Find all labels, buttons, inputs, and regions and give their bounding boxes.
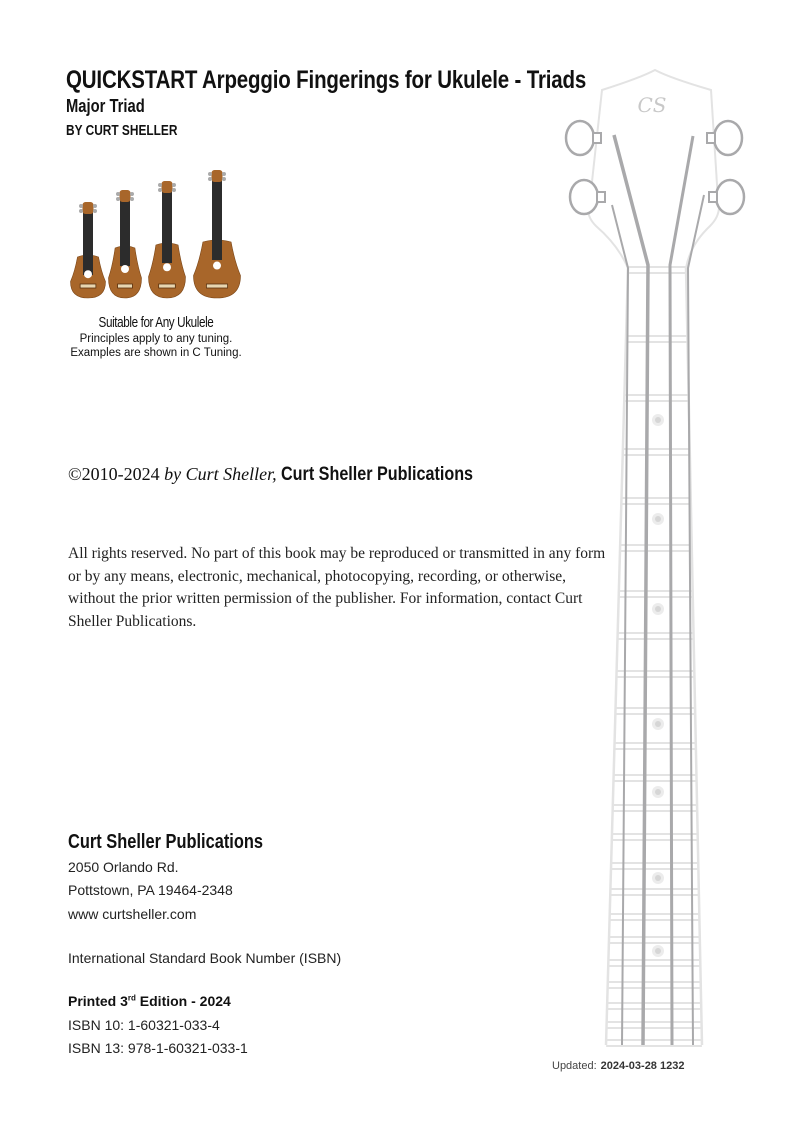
fret-marker-dot-center xyxy=(655,606,661,612)
tuner-button xyxy=(566,121,594,155)
tuner-button xyxy=(570,180,598,214)
publisher-website: www curtsheller.com xyxy=(68,906,197,922)
tuner-button xyxy=(716,180,744,214)
fret-marker-dot-center xyxy=(655,948,661,954)
publisher-name: Curt Sheller Publications xyxy=(68,831,264,853)
publisher-address-line: Pottstown, PA 19464-2348 xyxy=(68,882,233,898)
fret-marker-dot-center xyxy=(655,721,661,727)
string xyxy=(688,195,704,1045)
tuner-button xyxy=(714,121,742,155)
fret-marker-dot-center xyxy=(655,875,661,881)
rights-notice: All rights reserved. No part of this book may be reproduced or transmitted in any form or by any means, electronic, mechanical, photocopying, recording, or otherwise, without the prior written permission of the publisher. For information, contact Curt Sheller Publications. xyxy=(68,545,606,630)
edition-rest: Edition - 2024 xyxy=(135,993,231,1009)
publisher-address-line: 2050 Orlando Rd. xyxy=(68,859,179,875)
neck-edges xyxy=(606,268,702,1045)
isbn-label: International Standard Book Number (ISBN) xyxy=(68,950,342,966)
updated-label: Updated: xyxy=(552,1060,597,1072)
page-title: QUICKSTART Arpeggio Fingerings for Ukulele - Triads xyxy=(66,66,587,94)
subtitle: Major Triad xyxy=(66,96,145,116)
ukulele-caption-line: Principles apply to any tuning. xyxy=(79,333,233,345)
edition-printed: Printed 3 xyxy=(68,993,128,1009)
fret-marker-dot-center xyxy=(655,516,661,522)
tuner-post xyxy=(709,192,717,202)
isbn-10: ISBN 10: 1-60321-033-4 xyxy=(68,1017,220,1033)
tuner-post xyxy=(707,133,715,143)
fret-marker-dot-center xyxy=(655,789,661,795)
tuner-post xyxy=(597,192,605,202)
fret-marker-dot-center xyxy=(655,417,661,423)
updated-value: 2024-03-28 1232 xyxy=(600,1060,685,1072)
copyright-publisher: Curt Sheller Publications xyxy=(281,464,474,485)
tuner-post xyxy=(593,133,601,143)
headstock-logo: CS xyxy=(637,93,667,117)
ukulele-caption-line: Examples are shown in C Tuning. xyxy=(70,347,242,359)
copyright-years: ©2010-2024 xyxy=(68,464,160,484)
edition-sup: rd xyxy=(127,993,136,1003)
copyright-by: by Curt Sheller, xyxy=(164,464,277,484)
isbn-13: ISBN 13: 978-1-60321-033-1 xyxy=(68,1040,248,1056)
ukulele-caption-title: Suitable for Any Ukulele xyxy=(98,314,214,331)
author-byline: BY CURT SHELLER xyxy=(66,123,178,139)
